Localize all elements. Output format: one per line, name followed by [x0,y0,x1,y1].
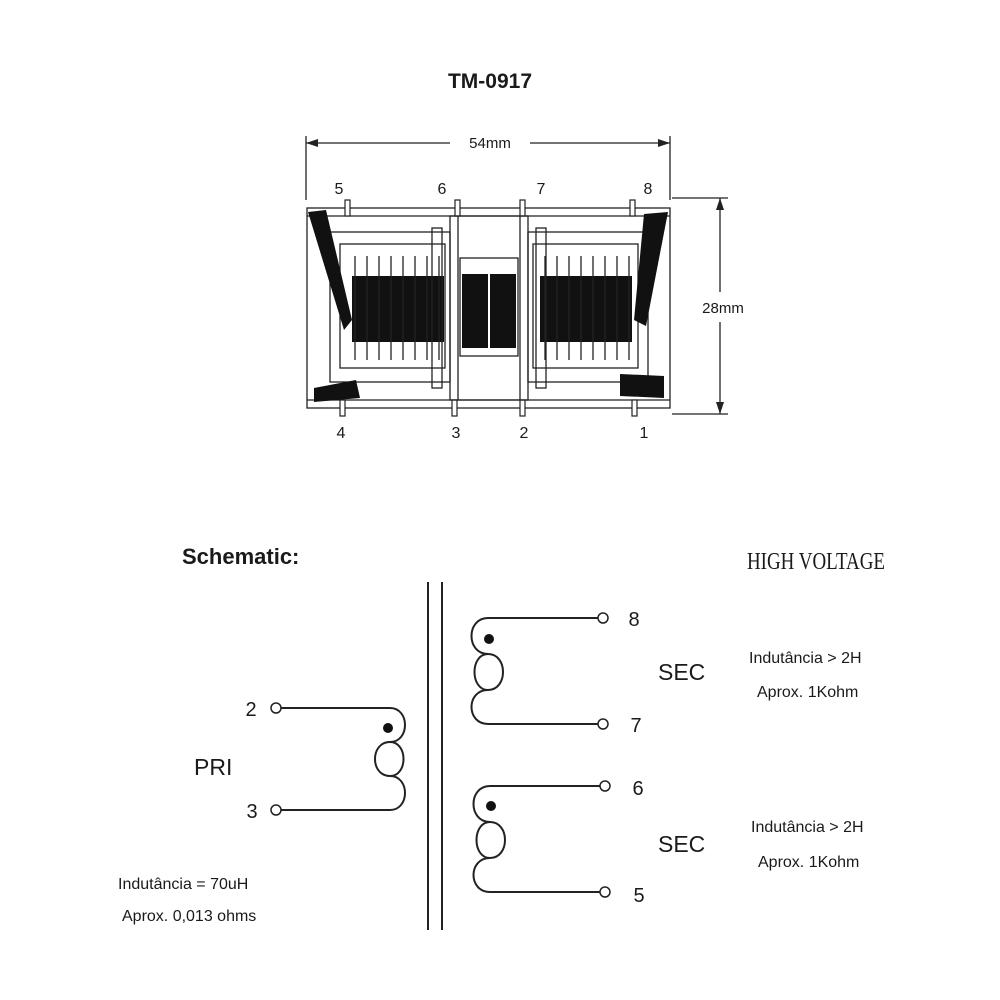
secondary-terminal-6 [600,781,610,791]
secondary-lower-label: SEC [658,831,706,857]
width-dimension-label: 54mm [469,135,511,152]
bottom-pin-label-4: 4 [336,425,346,442]
width-dimension [306,135,670,200]
primary-pin-label-2: 2 [245,699,257,721]
secondary-terminal-7 [598,719,608,729]
secondary-lower-pin-label-5: 5 [633,885,645,907]
top-pin-label-8: 8 [643,181,653,198]
schematic-heading: Schematic: [182,544,300,569]
primary-label: PRI [194,754,233,780]
height-dimension-label: 28mm [702,300,744,317]
secondary-lower-inductance: Indutância > 2H [751,819,864,836]
bottom-pin-label-3: 3 [451,425,461,442]
secondary-upper-pin-label-8: 8 [628,609,640,631]
top-pin-label-5: 5 [334,181,344,198]
secondary-lower-pin-label-6: 6 [632,778,644,800]
high-voltage-label: HIGH VOLTAGE [747,549,885,575]
primary-terminal-3 [271,805,281,815]
primary-terminal-2 [271,703,281,713]
transformer-body-drawing [307,200,670,416]
secondary-upper-inductance: Indutância > 2H [749,650,862,667]
secondary-lower-resistance: Aprox. 1Kohm [758,854,860,871]
primary-resistance: Aprox. 0,013 ohms [122,908,257,925]
secondary-upper-winding [472,613,609,729]
bottom-pin-label-1: 1 [639,425,649,442]
secondary-upper-label: SEC [658,659,706,685]
height-dimension [672,198,744,414]
primary-winding [271,703,405,815]
top-pin-label-6: 6 [437,181,447,198]
top-pin-label-7: 7 [536,181,546,198]
secondary-terminal-8 [598,613,608,623]
bottom-pin-label-2: 2 [519,425,529,442]
secondary-upper-resistance: Aprox. 1Kohm [757,684,859,701]
part-number-title: TM-0917 [447,70,533,93]
primary-inductance: Indutância = 70uH [118,876,249,893]
secondary-upper-pin-label-7: 7 [630,715,642,737]
transformer-core-bars [428,582,442,930]
secondary-terminal-5 [600,887,610,897]
secondary-lower-winding [474,781,611,897]
primary-polarity-dot [383,723,393,733]
primary-pin-label-3: 3 [246,801,258,823]
secondary-upper-polarity-dot [484,634,494,644]
secondary-lower-polarity-dot [486,801,496,811]
